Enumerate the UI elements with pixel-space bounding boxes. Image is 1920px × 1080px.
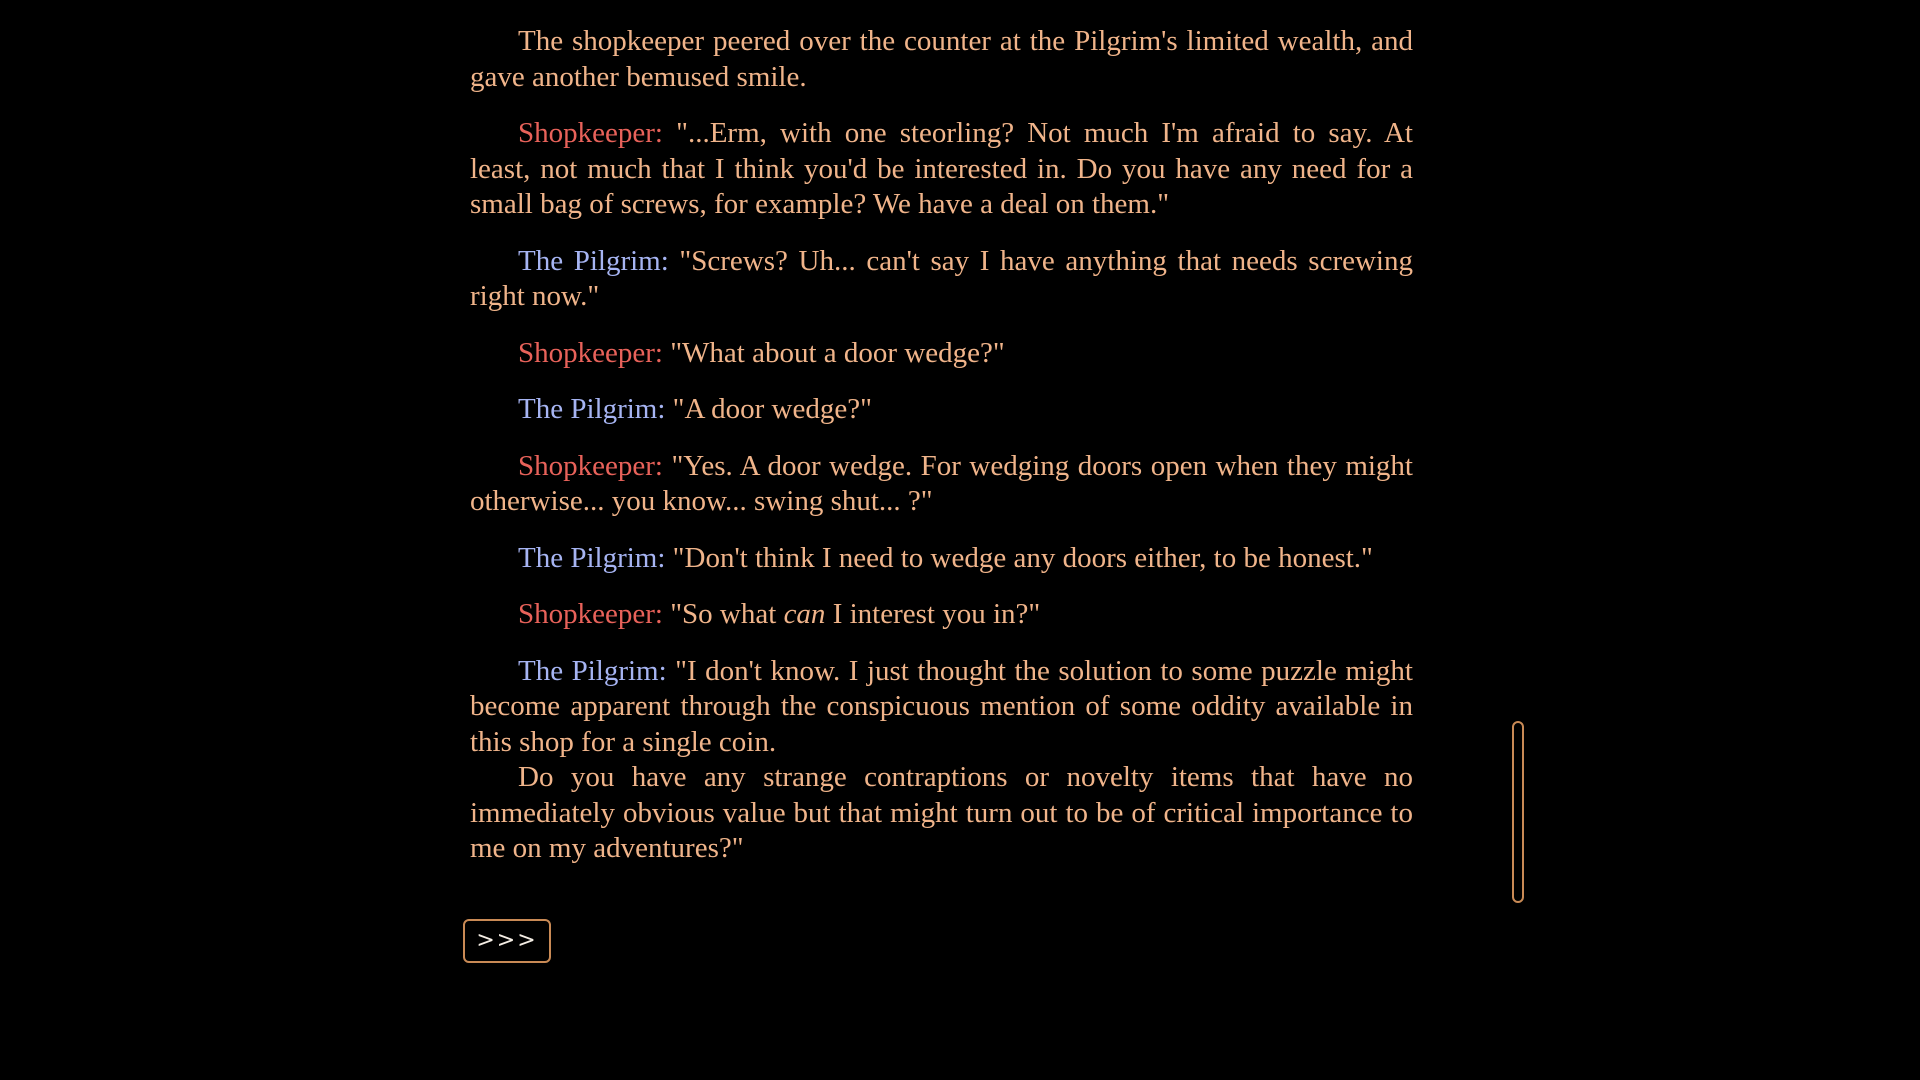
speaker-pilgrim: The Pilgrim: xyxy=(518,541,666,574)
dialogue-line xyxy=(470,449,1413,520)
dialogue-line xyxy=(470,654,1413,761)
dialogue-line xyxy=(470,392,1413,428)
narration-paragraph xyxy=(470,24,1413,95)
dialogue-text: "I don't know. I just thought the solution to some puzzle might become apparent through the conspicuous mention of some oddity available in this shop for a single coin. xyxy=(470,654,1413,758)
speaker-pilgrim: The Pilgrim: xyxy=(518,393,666,425)
dialogue-text: "So what xyxy=(662,598,784,630)
speaker-pilgrim: The Pilgrim: xyxy=(518,244,669,277)
dialogue-text: "...Erm, with one steorling? Not much I'm afraid to say. At least, not much that I think you'd be interested in. Do you have any need for a small bag of screws, for example? We have a deal on them." xyxy=(470,117,1413,220)
emphasis-text: can xyxy=(783,598,826,630)
dialogue-text: "A door wedge?" xyxy=(665,393,872,425)
scrollbar-thumb[interactable] xyxy=(1512,721,1524,903)
speaker-shopkeeper: Shopkeeper: xyxy=(518,598,663,630)
dialogue-text: "Don't think I need to wedge any doors either, to be honest." xyxy=(665,541,1373,574)
dialogue-text: "Screws? Uh... can't say I have anything that needs screwing right now." xyxy=(470,244,1413,312)
dialogue-line xyxy=(470,597,1413,633)
dialogue-text: I interest you in?" xyxy=(825,598,1041,630)
dialogue-line xyxy=(470,116,1413,223)
speaker-shopkeeper: Shopkeeper: xyxy=(518,336,663,369)
narration-text: The shopkeeper peered over the counter at the Pilgrim's limited wealth, and gave another bemused smile. xyxy=(470,25,1413,93)
dialogue-line xyxy=(470,244,1413,315)
speaker-pilgrim: The Pilgrim: xyxy=(518,654,667,687)
story-text xyxy=(470,24,1413,888)
dialogue-text: Do you have any strange contraptions or novelty items that have no immediately obvious value but that might turn out to be of critical importance to me on my adventures?" xyxy=(470,761,1413,864)
dialogue-line xyxy=(470,541,1413,577)
dialogue-text: "Yes. A door wedge. For wedging doors open when they might otherwise... you know... swing shut... ?" xyxy=(470,449,1413,517)
speaker-shopkeeper: Shopkeeper: xyxy=(518,449,663,482)
continue-button[interactable]: >>> xyxy=(463,919,551,963)
dialogue-text: "What about a door wedge?" xyxy=(662,336,1005,369)
speaker-shopkeeper: Shopkeeper: xyxy=(518,117,663,149)
dialogue-line xyxy=(470,336,1413,372)
dialogue-continuation xyxy=(470,760,1413,867)
